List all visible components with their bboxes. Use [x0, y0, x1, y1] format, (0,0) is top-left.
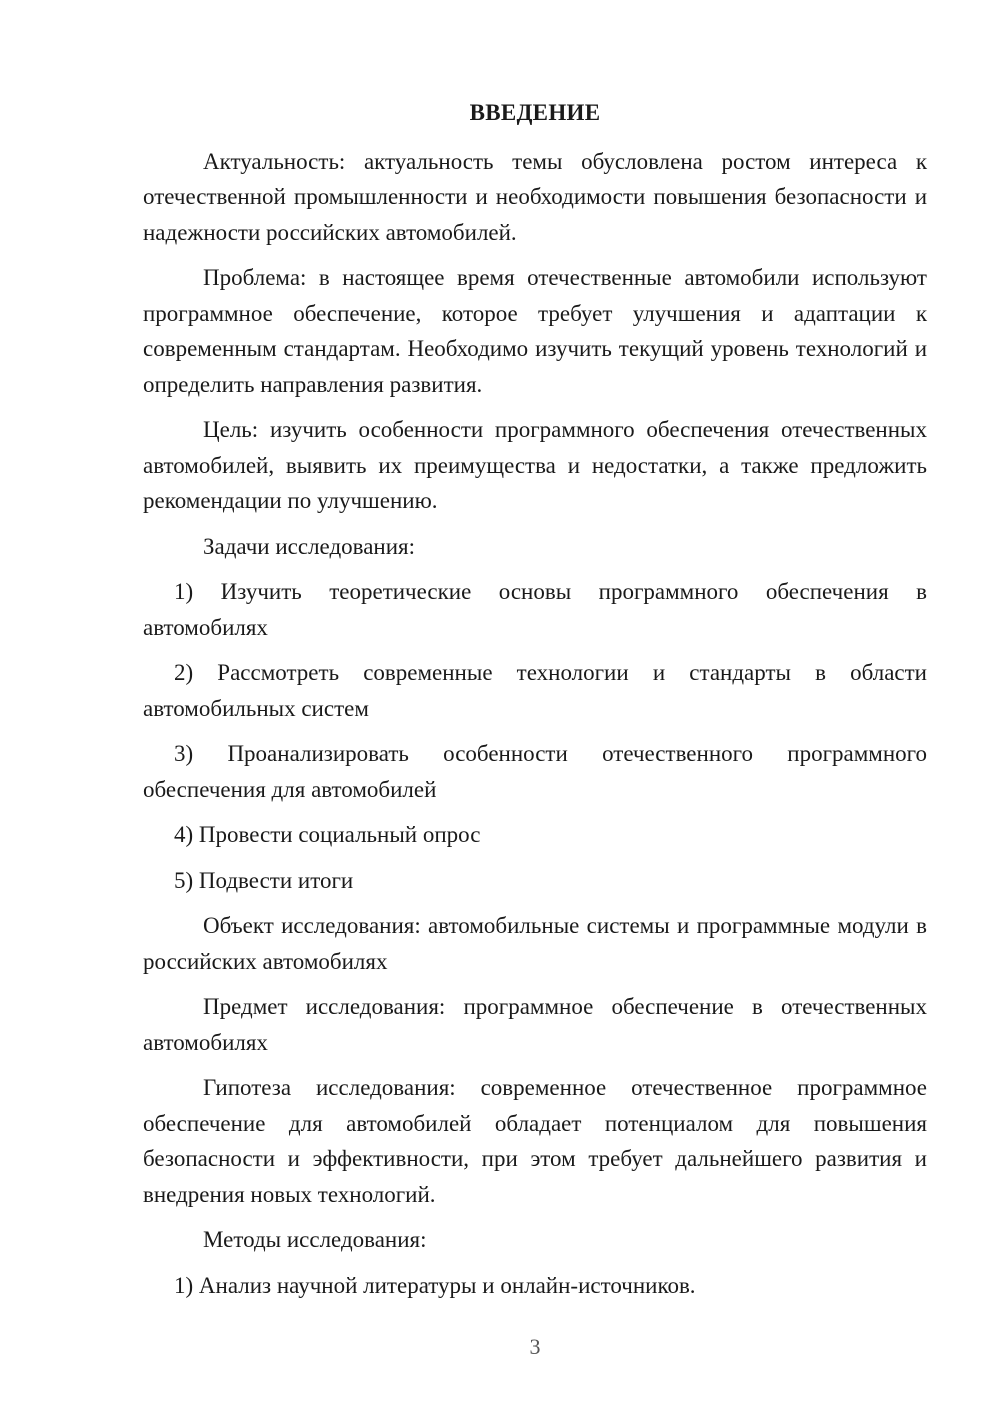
object-paragraph: Объект исследования: автомобильные системы и программные модули в российских автомобилях: [143, 913, 927, 974]
method-item-1: 1) Анализ научной литературы и онлайн-источников.: [174, 1272, 696, 1298]
task-item-1: 1) Изучить теоретические основы программного обеспечения в автомобилях: [143, 579, 927, 640]
task-item-4: 4) Провести социальный опрос: [174, 822, 481, 847]
hypothesis-paragraph: Гипотеза исследования: современное отечественное программное обеспечение для автомобилей обладает потенциалом для повышения безопасности и эффективности, при этом требует дальнейшего развития и внедрения новых технологий.: [143, 1075, 927, 1207]
tasks-label: Задачи исследования:: [203, 533, 416, 559]
task-item-5: 5) Подвести итоги: [174, 867, 354, 893]
page-title: ВВЕДЕНИЕ: [469, 100, 601, 125]
page-number: 3: [529, 1334, 541, 1359]
task-item-2: 2) Рассмотреть современные технологии и стандарты в области автомобильных систем: [143, 660, 927, 721]
task-item-3: 3) Проанализировать особенности отечественного программного обеспечения для автомобилей: [143, 741, 927, 802]
subject-paragraph: Предмет исследования: программное обеспечение в отечественных автомобилях: [143, 994, 927, 1055]
problem-paragraph: Проблема: в настоящее время отечественные автомобили используют программное обеспечение, которое требует улучшения и адаптации к современным стандартам. Необходимо изучить текущий уровень технологий и определить направления развития.: [143, 265, 927, 397]
methods-label: Методы исследования:: [203, 1227, 427, 1252]
relevance-paragraph: Актуальность: актуальность темы обусловлена ростом интереса к отечественной промышленности и необходимости повышения безопасности и надежности российских автомобилей.: [143, 148, 927, 245]
page-content: [143, 95, 927, 1313]
goal-paragraph: Цель: изучить особенности программного обеспечения отечественных автомобилей, выявить их преимущества и недостатки, а также предложить рекомендации по улучшению.: [143, 417, 927, 513]
